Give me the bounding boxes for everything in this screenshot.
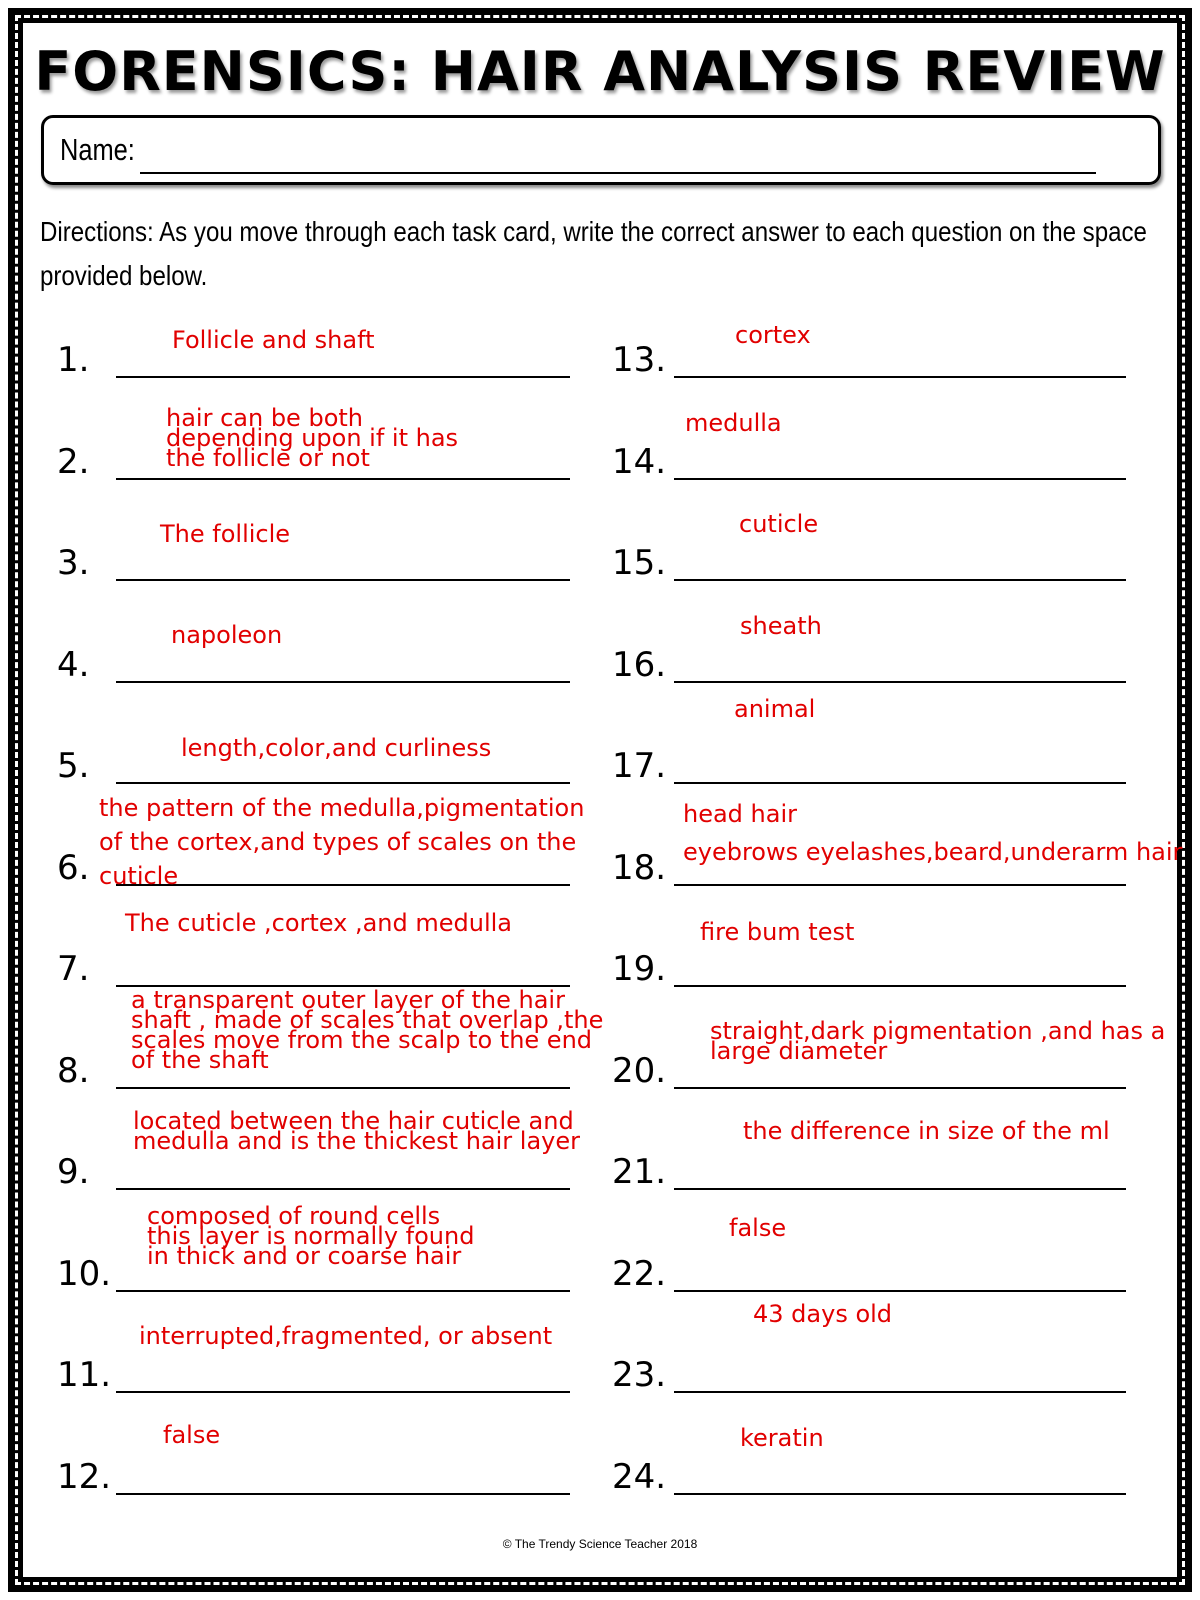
question-number: 4.	[57, 644, 90, 685]
answer-line[interactable]	[674, 376, 1126, 378]
handwritten-answer: eyebrows eyelashes,beard,underarm hair	[683, 838, 1183, 866]
question-number: 16.	[612, 644, 667, 685]
handwritten-answer: cuticle	[99, 862, 179, 890]
question-number: 18.	[612, 847, 667, 888]
handwritten-answer: in thick and or coarse hair	[147, 1242, 462, 1270]
question-number: 22.	[612, 1253, 667, 1294]
question-number: 13.	[612, 340, 667, 380]
handwritten-answer: the difference in size of the ml	[743, 1117, 1110, 1145]
question-number: 19.	[612, 949, 667, 989]
handwritten-answer: Follicle and shaft	[172, 326, 375, 354]
question-number: 6.	[57, 847, 90, 888]
handwritten-answer: interrupted,fragmented, or absent	[139, 1322, 553, 1350]
handwritten-answer: medulla and is the thickest hair layer	[133, 1127, 580, 1155]
handwritten-answer: animal	[734, 695, 816, 723]
question-number: 2.	[57, 441, 90, 482]
answer-line[interactable]	[674, 1493, 1126, 1495]
handwritten-answer: keratin	[740, 1424, 824, 1452]
question-number: 17.	[612, 746, 667, 786]
handwritten-answer: the follicle or not	[166, 444, 370, 472]
answer-line[interactable]	[116, 884, 570, 886]
answer-line[interactable]	[674, 985, 1126, 987]
question-number: 7.	[57, 949, 90, 989]
answer-line[interactable]	[674, 782, 1126, 784]
handwritten-answer: sheath	[740, 612, 822, 640]
question-number: 21.	[612, 1152, 667, 1192]
handwritten-answer: of the cortex,and types of scales on the	[99, 828, 577, 856]
answer-line[interactable]	[674, 1087, 1126, 1089]
handwritten-answer: located between the hair cuticle and	[133, 1107, 574, 1135]
handwritten-answer: fire bum test	[700, 918, 855, 946]
question-number: 24.	[612, 1456, 667, 1497]
copyright-footer: © The Trendy Science Teacher 2018	[502, 1537, 698, 1551]
answer-line[interactable]	[116, 681, 570, 683]
handwritten-answer: depending upon if it has	[166, 424, 459, 452]
name-label: Name:	[60, 132, 135, 167]
question-number: 20.	[612, 1050, 667, 1091]
answer-line[interactable]	[116, 1188, 570, 1190]
answer-line[interactable]	[116, 1391, 570, 1393]
answer-line[interactable]	[116, 478, 570, 480]
handwritten-answer: medulla	[685, 409, 782, 437]
question-number: 9.	[57, 1152, 90, 1192]
handwritten-answer: false	[163, 1421, 221, 1449]
handwritten-answer: 43 days old	[753, 1300, 893, 1328]
question-number: 15.	[612, 543, 667, 583]
answer-line[interactable]	[674, 1391, 1126, 1393]
handwritten-answer: cuticle	[739, 510, 819, 538]
answer-line[interactable]	[116, 579, 570, 581]
answer-line[interactable]	[674, 884, 1126, 886]
handwritten-answer: hair can be both	[166, 404, 363, 432]
question-number: 12.	[57, 1456, 112, 1497]
handwritten-answer: The follicle	[160, 520, 291, 548]
answer-line[interactable]	[674, 1290, 1126, 1292]
question-number: 3.	[57, 543, 90, 583]
answer-line[interactable]	[116, 782, 570, 784]
handwritten-answer: The cuticle ,cortex ,and medulla	[125, 909, 513, 937]
question-number: 5.	[57, 746, 90, 786]
question-number: 11.	[57, 1355, 112, 1395]
handwritten-answer: straight,dark pigmentation ,and has a	[710, 1017, 1166, 1045]
handwritten-answer: large diameter	[710, 1037, 888, 1065]
handwritten-answer: length,color,and curliness	[181, 734, 492, 762]
handwritten-answer: scales move from the scalp to the end	[131, 1026, 593, 1054]
worksheet-title: FORENSICS: HAIR ANALYSIS REVIEW	[34, 40, 1166, 103]
answer-line[interactable]	[116, 1087, 570, 1089]
handwritten-answer: the pattern of the medulla,pigmentation	[99, 794, 585, 822]
answer-line[interactable]	[674, 1188, 1126, 1190]
answer-line[interactable]	[674, 681, 1126, 683]
name-field[interactable]	[140, 172, 1096, 174]
handwritten-answer: composed of round cells	[147, 1202, 441, 1230]
answer-line[interactable]	[674, 579, 1126, 581]
question-number: 23.	[612, 1355, 667, 1395]
answer-line[interactable]	[674, 478, 1126, 480]
directions-text: Directions: As you move through each task card, write the correct answer to each question on the space provided below.	[40, 216, 1147, 291]
question-number: 8.	[57, 1050, 90, 1091]
handwritten-answer: this layer is normally found	[147, 1222, 475, 1250]
handwritten-answer: cortex	[735, 321, 811, 349]
handwritten-answer: napoleon	[171, 621, 283, 649]
question-number: 1.	[57, 340, 90, 380]
name-box	[41, 115, 1161, 185]
question-number: 14.	[612, 441, 667, 482]
answer-line[interactable]	[116, 376, 570, 378]
handwritten-answer: a transparent outer layer of the hair	[131, 986, 565, 1014]
answer-line[interactable]	[116, 1493, 570, 1495]
question-number: 10.	[57, 1253, 112, 1294]
answer-line[interactable]	[116, 1290, 570, 1292]
handwritten-answer: shaft , made of scales that overlap ,the	[131, 1006, 604, 1034]
handwritten-answer: head hair	[683, 800, 797, 828]
handwritten-answer: of the shaft	[131, 1046, 269, 1074]
handwritten-answer: false	[729, 1214, 787, 1242]
